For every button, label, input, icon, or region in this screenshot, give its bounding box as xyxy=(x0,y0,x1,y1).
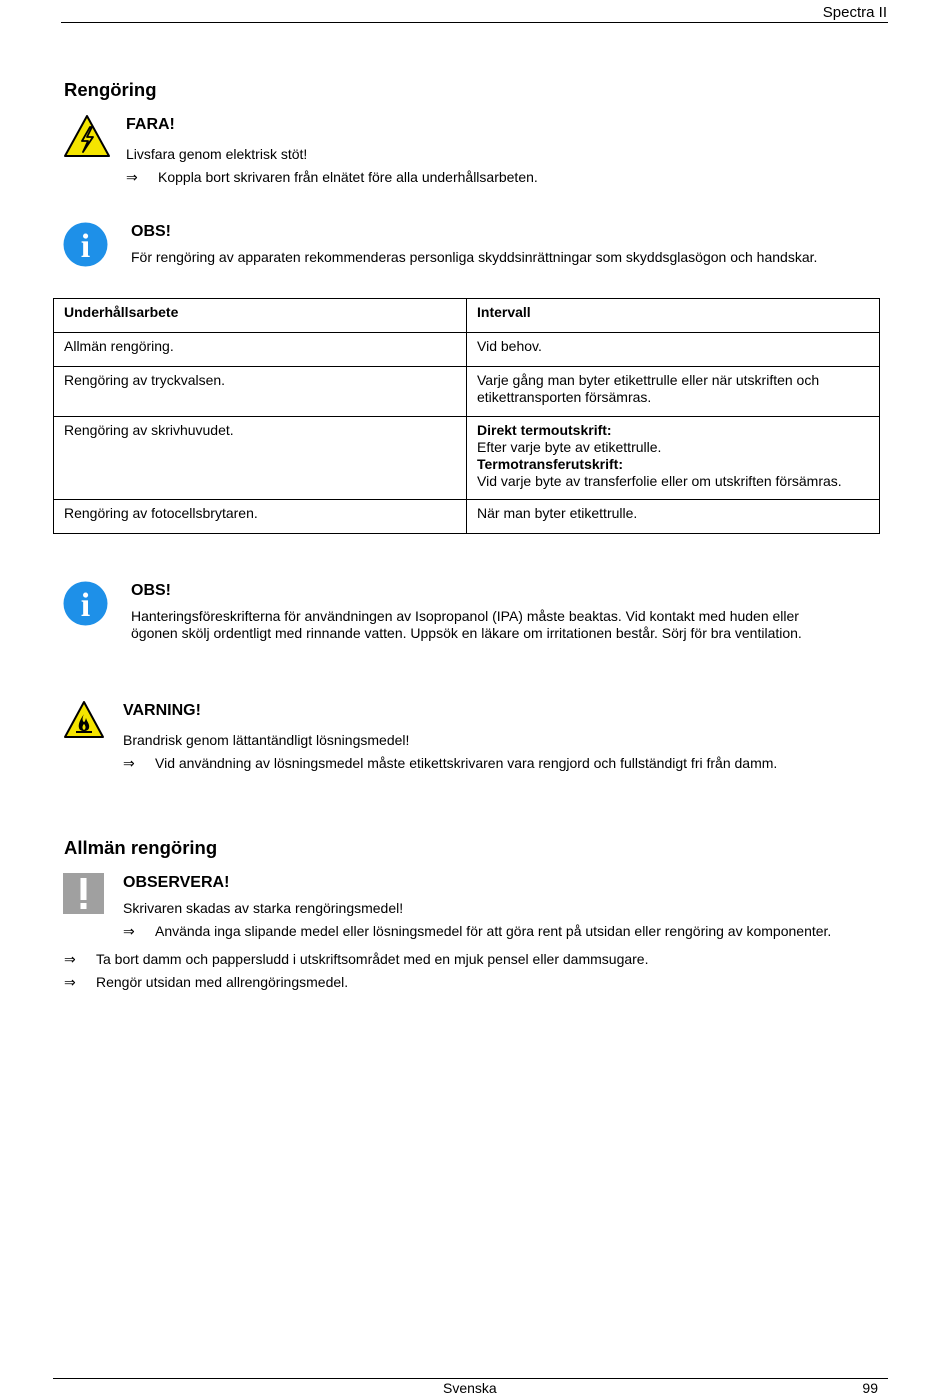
arrow-icon: ⇒ xyxy=(123,755,135,771)
direct-thermal-label: Direkt termoutskrift: xyxy=(477,422,612,438)
note-text: För rengöring av apparaten rekommenderas personliga skyddsinrättningar som skyddsglasögon och handskar. xyxy=(131,249,818,265)
thermal-transfer-label: Termotransferutskrift: xyxy=(477,456,623,472)
section-heading-rengoring: Rengöring xyxy=(64,79,157,100)
section-heading-allman-rengoring: Allmän rengöring xyxy=(64,837,218,858)
info-icon xyxy=(63,581,108,626)
table-cell-interval: När man byter etikettrulle. xyxy=(467,500,880,534)
svg-text:i: i xyxy=(80,228,91,265)
thermal-transfer-text: Vid varje byte av transferfolie eller om utskriften försämras. xyxy=(477,473,842,489)
note-text-line: ögonen skölj ordentligt med rinnande vatten. Uppsök en läkare om irritationen består. Sörj för bra ventilation. xyxy=(131,625,802,641)
interval-line: Varje gång man byter etikettrulle eller när utskriften och xyxy=(477,372,820,388)
table-cell-interval xyxy=(467,417,880,500)
document-title: Spectra II xyxy=(822,4,887,21)
exclamation-icon xyxy=(63,873,104,914)
flammable-warning-icon xyxy=(63,700,105,739)
table-cell-task: Allmän rengöring. xyxy=(54,333,467,367)
table-cell-task: Rengöring av skrivhuvudet. xyxy=(54,417,467,500)
table-cell-task: Rengöring av fotocellsbrytaren. xyxy=(54,500,467,534)
arrow-icon: ⇒ xyxy=(126,169,138,185)
electric-shock-warning-icon xyxy=(63,114,111,158)
table-cell-interval xyxy=(467,367,880,417)
note-label: OBS! xyxy=(131,582,171,599)
footer-language: Svenska xyxy=(443,1380,497,1396)
interval-line: etikettransporten försämras. xyxy=(477,389,652,405)
table-row xyxy=(54,417,880,500)
maintenance-table xyxy=(53,298,880,534)
caution-text: Skrivaren skadas av starka rengöringsmedel! xyxy=(123,900,404,916)
page-number: 99 xyxy=(862,1380,878,1396)
header-rule xyxy=(61,22,888,23)
info-icon xyxy=(63,222,108,267)
list-item: Ta bort damm och pappersludd i utskriftsområdet med en mjuk pensel eller dammsugare. xyxy=(96,951,649,967)
note-text-line: Hanteringsföreskrifterna för användningen av Isopropanol (IPA) måste beaktas. Vid kontakt med huden eller xyxy=(131,608,799,624)
table-header-row xyxy=(54,299,880,333)
table-row xyxy=(54,333,880,367)
direct-thermal-text: Efter varje byte av etikettrulle. xyxy=(477,439,662,455)
svg-text:i: i xyxy=(80,587,91,624)
danger-label: FARA! xyxy=(126,116,175,133)
danger-text: Livsfara genom elektrisk stöt! xyxy=(126,146,308,162)
danger-step: Koppla bort skrivaren från elnätet före alla underhållsarbeten. xyxy=(158,169,538,185)
table-row xyxy=(54,367,880,417)
footer-rule xyxy=(53,1378,888,1379)
caution-step: Använda inga slipande medel eller lösningsmedel för att göra rent på utsidan eller rengöring av komponenter. xyxy=(155,923,832,939)
table-header-task: Underhållsarbete xyxy=(54,299,467,333)
caution-label: OBSERVERA! xyxy=(123,874,230,891)
table-cell-task: Rengöring av tryckvalsen. xyxy=(54,367,467,417)
warning-step: Vid användning av lösningsmedel måste etikettskrivaren vara rengjord och fullständigt fri från damm. xyxy=(155,755,778,771)
arrow-icon: ⇒ xyxy=(64,974,76,990)
table-header-interval: Intervall xyxy=(467,299,880,333)
note-label: OBS! xyxy=(131,223,171,240)
arrow-icon: ⇒ xyxy=(64,951,76,967)
arrow-icon: ⇒ xyxy=(123,923,135,939)
list-item: Rengör utsidan med allrengöringsmedel. xyxy=(96,974,349,990)
table-cell-interval: Vid behov. xyxy=(467,333,880,367)
warning-text: Brandrisk genom lättantändligt lösningsmedel! xyxy=(123,732,410,748)
warning-label: VARNING! xyxy=(123,702,201,719)
table-row xyxy=(54,500,880,534)
